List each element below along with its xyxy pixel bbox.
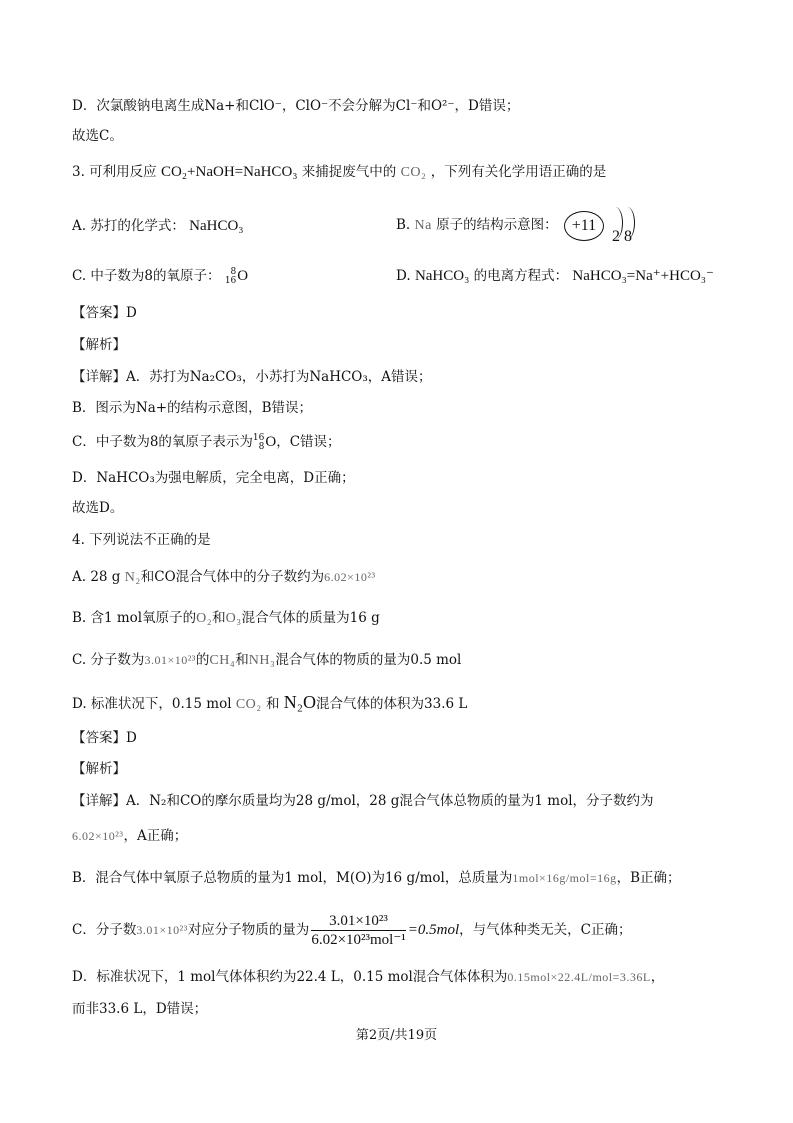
q4a-text: A. 28 g <box>72 569 121 585</box>
q3-option-d <box>396 266 714 286</box>
isotope-o16 <box>253 434 264 452</box>
q4b-o3: O₃ <box>225 611 242 626</box>
e1-avogadro: 6.02×10²³ <box>72 829 124 843</box>
e2-text: B．混合气体中氧原子总物质的量为1 mol，M(O)为16 g/mol，总质量为 <box>72 870 513 886</box>
q3-text-3: ，下列有关化学用语正确的是 <box>430 164 607 180</box>
e2-text-2: ，B正确； <box>616 870 681 886</box>
iso-mass: 8 <box>230 266 237 277</box>
answer-4: 【答案】D <box>72 730 137 746</box>
q3-co2: CO₂ <box>400 165 427 180</box>
q4-option-c <box>72 650 461 671</box>
q4c-ch4: CH₄ <box>209 653 236 668</box>
detail-4-a-cont <box>72 826 187 846</box>
q4d-co2: CO₂ <box>235 697 262 712</box>
opt-d-ion-eq: NaHCO₃=Na⁺+HCO₃⁻ <box>572 268 714 284</box>
q4d-n2o: N₂O <box>283 692 317 712</box>
q3-text: 3. 可利用反应 <box>72 164 157 180</box>
detail-3-c <box>72 432 341 452</box>
iso-number: 16 <box>224 275 237 286</box>
d3-text: C．中子数为8的氧原子表示为 <box>72 434 253 450</box>
isotope-o <box>225 268 236 286</box>
q4-option-d <box>72 692 467 715</box>
fraction-result: =0.5mol <box>407 922 460 938</box>
question-3 <box>72 162 606 183</box>
e2-calc: 1mol×16g/mol=16g <box>512 871 617 885</box>
detail-3-d: D．NaHCO₃为强电解质，完全电离，D正确； <box>72 470 355 486</box>
q4-option-b <box>72 608 380 629</box>
q3-option-c <box>72 266 248 286</box>
e3-text-2: 对应分子物质的量为 <box>187 922 310 938</box>
detail-4-d-cont: 而非33.6 L，D错误； <box>72 1001 208 1017</box>
iso16-number: 8 <box>258 441 265 452</box>
opt-a-formula: NaHCO₃ <box>189 218 244 234</box>
q3-text-2: 来捕捉废气中的 <box>301 164 397 180</box>
q4a-avogadro: 6.02×10²³ <box>324 570 376 584</box>
opt-d-formula: NaHCO₃ <box>414 268 470 284</box>
shell-electrons-1: 2 <box>611 227 620 245</box>
q4c-text-2: 混合气体的物质的量为0.5 mol <box>275 652 462 668</box>
shell-electrons-2: 8 <box>623 227 632 245</box>
opt-d-text: 的电离方程式： <box>473 268 569 284</box>
analysis-4-heading: 【解析】 <box>72 761 126 777</box>
e4-text: D．标准状况下，1 mol气体体积约为22.4 L，0.15 mol混合气体体积为 <box>72 969 508 985</box>
detail-3-b: B．图示为Na+的结构示意图，B错误； <box>72 400 313 416</box>
q4d-text: D. 标准状况下，0.15 mol <box>72 696 232 712</box>
q3-option-b <box>396 202 662 249</box>
opt-b-na: Na <box>414 218 432 233</box>
line-d-hclo: D．次氯酸钠电离生成Na+和ClO⁻，ClO⁻不会分解为Cl⁻和O²⁻，D错误； <box>72 98 520 114</box>
q4d-text-2: 混合气体的体积为33.6 L <box>316 696 468 712</box>
molar-fraction <box>311 912 405 949</box>
q4a-text-2: 和CO混合气体中的分子数约为 <box>140 569 325 585</box>
q4-option-a <box>72 567 376 588</box>
detail-4-c <box>72 910 631 950</box>
q3-option-a <box>72 216 244 236</box>
detail-4-a: 【详解】A．N₂和CO的摩尔质量均为28 g/mol，28 g混合气体总物质的量为1 mol，分子数约为 <box>72 793 654 809</box>
detail-4-b <box>72 868 681 888</box>
fraction-numerator: 3.01×10²³ <box>311 912 405 931</box>
line-choose-c: 故选C。 <box>72 128 123 144</box>
opt-d-label: D. <box>396 268 415 284</box>
detail-3-a: 【详解】A．苏打为Na₂CO₃，小苏打为NaHCO₃，A错误； <box>72 369 432 385</box>
e4-calc: 0.15mol×22.4L/mol=3.36L <box>507 970 651 984</box>
q4c-nh3: NH₃ <box>248 653 276 668</box>
q4c-text: C. 分子数为 <box>72 652 145 668</box>
analysis-3-heading: 【解析】 <box>72 337 126 353</box>
q4b-o2: O₂ <box>196 611 213 626</box>
question-4: 4. 下列说法不正确的是 <box>72 532 211 548</box>
e3-text: C．分子数 <box>72 922 137 938</box>
opt-c-label: C. 中子数为8的氧原子： <box>72 268 221 284</box>
q4d-and: 和 <box>265 696 280 712</box>
opt-b-label: B. <box>396 217 415 233</box>
e1-text-2: ，A正确； <box>123 828 188 844</box>
fraction-denominator: 6.02×10²³mol⁻¹ <box>311 932 406 948</box>
nucleus: +11 <box>564 211 604 241</box>
q4c-and: 和 <box>235 652 249 668</box>
q4c-number: 3.01×10²³ <box>144 653 196 667</box>
detail-4-d <box>72 967 664 987</box>
answer-3: 【答案】D <box>72 305 137 321</box>
iso16-mass: 16 <box>252 432 265 443</box>
iso-symbol: O <box>237 268 249 284</box>
q4c-of: 的 <box>195 652 210 668</box>
iso16-symbol: O <box>265 434 277 450</box>
page-footer: 第2页/共19页 <box>355 1028 438 1043</box>
d3-text-2: ，C错误； <box>276 434 341 450</box>
atom-structure-diagram <box>562 203 662 249</box>
q4a-n2: N₂ <box>124 570 141 585</box>
q3-equation: CO₂+NaOH=NaHCO₃ <box>160 164 298 180</box>
e3-text-3: ，与气体种类无关，C正确； <box>459 922 632 938</box>
choose-d-3: 故选D。 <box>72 500 124 516</box>
e4-text-2: ， <box>650 969 665 985</box>
opt-b-text: 原子的结构示意图： <box>436 217 558 233</box>
opt-a-label: A. 苏打的化学式： <box>72 218 185 234</box>
e3-number: 3.01×10²³ <box>136 923 188 937</box>
q4b-and: 和 <box>212 610 226 626</box>
q4b-text: B. 含1 mol氧原子的 <box>72 610 197 626</box>
q4b-text-2: 混合气体的质量为16 g <box>241 610 380 626</box>
